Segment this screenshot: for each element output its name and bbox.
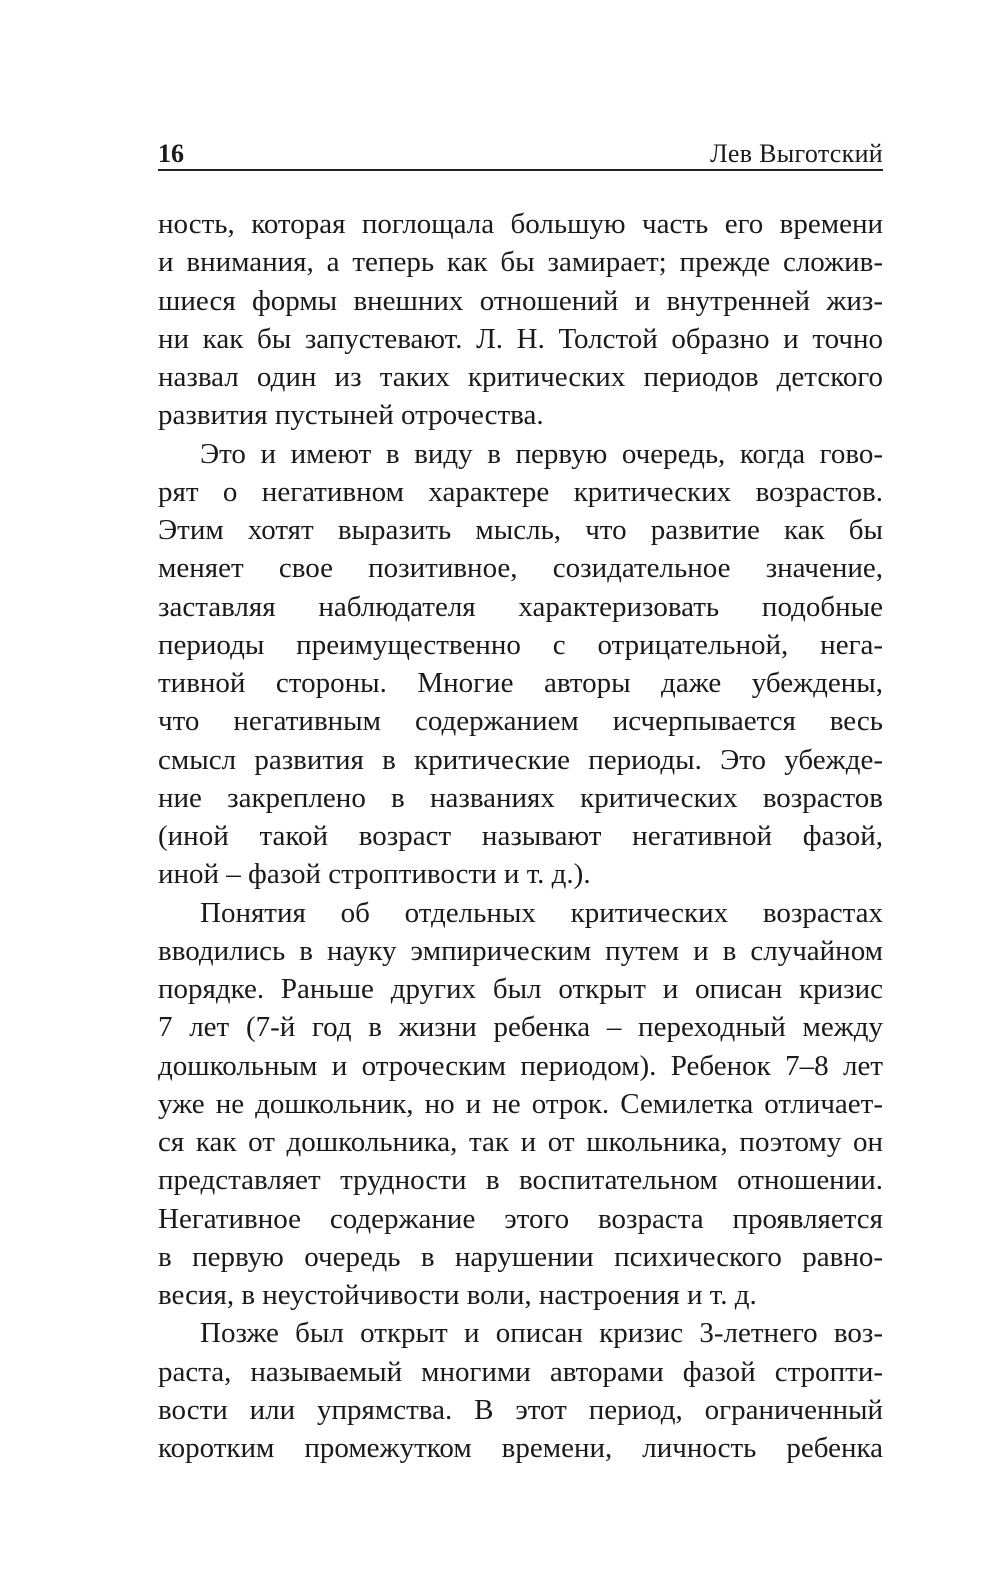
- text-line: смысл развития в критические периоды. Это убежде-: [158, 743, 883, 776]
- text-line: весия, в неустойчивости воли, настроения и т. д.: [158, 1279, 757, 1311]
- text-line: вости или упрямства. В этот период, ограниченный: [158, 1393, 883, 1426]
- text-line: и внимания, а теперь как бы замирает; прежде сложив-: [158, 246, 883, 279]
- header-rule: [158, 169, 883, 171]
- text-line: рят о негативном характере критических возрастов.: [158, 475, 883, 508]
- text-line: заставляя наблюдателя характеризовать подобные: [158, 590, 883, 623]
- text-line: развития пустыней отрочества.: [158, 399, 544, 432]
- text-line: ся как от дошкольника, так и от школьника, поэтому он: [158, 1126, 883, 1158]
- text-line: порядке. Раньше других был открыт и описан кризис: [158, 973, 883, 1005]
- page-number: 16: [158, 139, 184, 168]
- text-line: коротким промежутком времени, личность ребенка: [158, 1432, 883, 1464]
- text-line: периоды преимущественно с отрицательной, нега-: [158, 628, 883, 661]
- text-line: назвал один из таких критических периодов детского: [158, 361, 883, 393]
- text-line: иной – фазой строптивости и т. д.).: [158, 858, 591, 891]
- text-line: Это и имеют в виду в первую очередь, когда гово-: [200, 437, 883, 470]
- text-line: Понятия об отдельных критических возрастах: [200, 896, 883, 929]
- text-line: Этим хотят выразить мысль, что развитие как бы: [158, 514, 883, 546]
- running-title: Лев Выготский: [710, 139, 883, 168]
- text-line: шиеся формы внешних отношений и внутренней жиз-: [158, 284, 883, 317]
- text-line: в первую очередь в нарушении психического равно-: [158, 1240, 883, 1273]
- text-line: ни как бы запустевают. Л. Н. Толстой образно и точно: [158, 322, 883, 355]
- text-line: дошкольным и отроческим периодом). Ребенок 7–8 лет: [158, 1049, 883, 1082]
- text-line: 7 лет (7-й год в жизни ребенка – переходный между: [158, 1011, 883, 1044]
- text-line: ность, которая поглощала большую часть его времени: [158, 208, 883, 240]
- text-line: меняет свое позитивное, созидательное значение,: [158, 552, 883, 585]
- text-line: (иной такой возраст называют негативной фазой,: [158, 820, 883, 852]
- text-line: тивной стороны. Многие авторы даже убеждены,: [158, 667, 883, 699]
- page-header: [158, 125, 883, 169]
- text-line: представляет трудности в воспитательном отношении.: [158, 1164, 883, 1197]
- text-line: что негативным содержанием исчерпывается весь: [158, 705, 883, 738]
- text-line: Негативное содержание этого возраста проявляется: [158, 1202, 883, 1235]
- text-line: ние закреплено в названиях критических возрастов: [158, 781, 883, 814]
- text-line: уже не дошкольник, но и не отрок. Семилетка отличает-: [158, 1087, 883, 1120]
- body-text: [158, 205, 883, 1467]
- text-line: вводились в науку эмпирическим путем и в случайном: [158, 934, 883, 967]
- text-line: Позже был открыт и описан кризис 3-летнего воз-: [200, 1317, 883, 1350]
- text-line: раста, называемый многими авторами фазой стропти-: [158, 1355, 883, 1388]
